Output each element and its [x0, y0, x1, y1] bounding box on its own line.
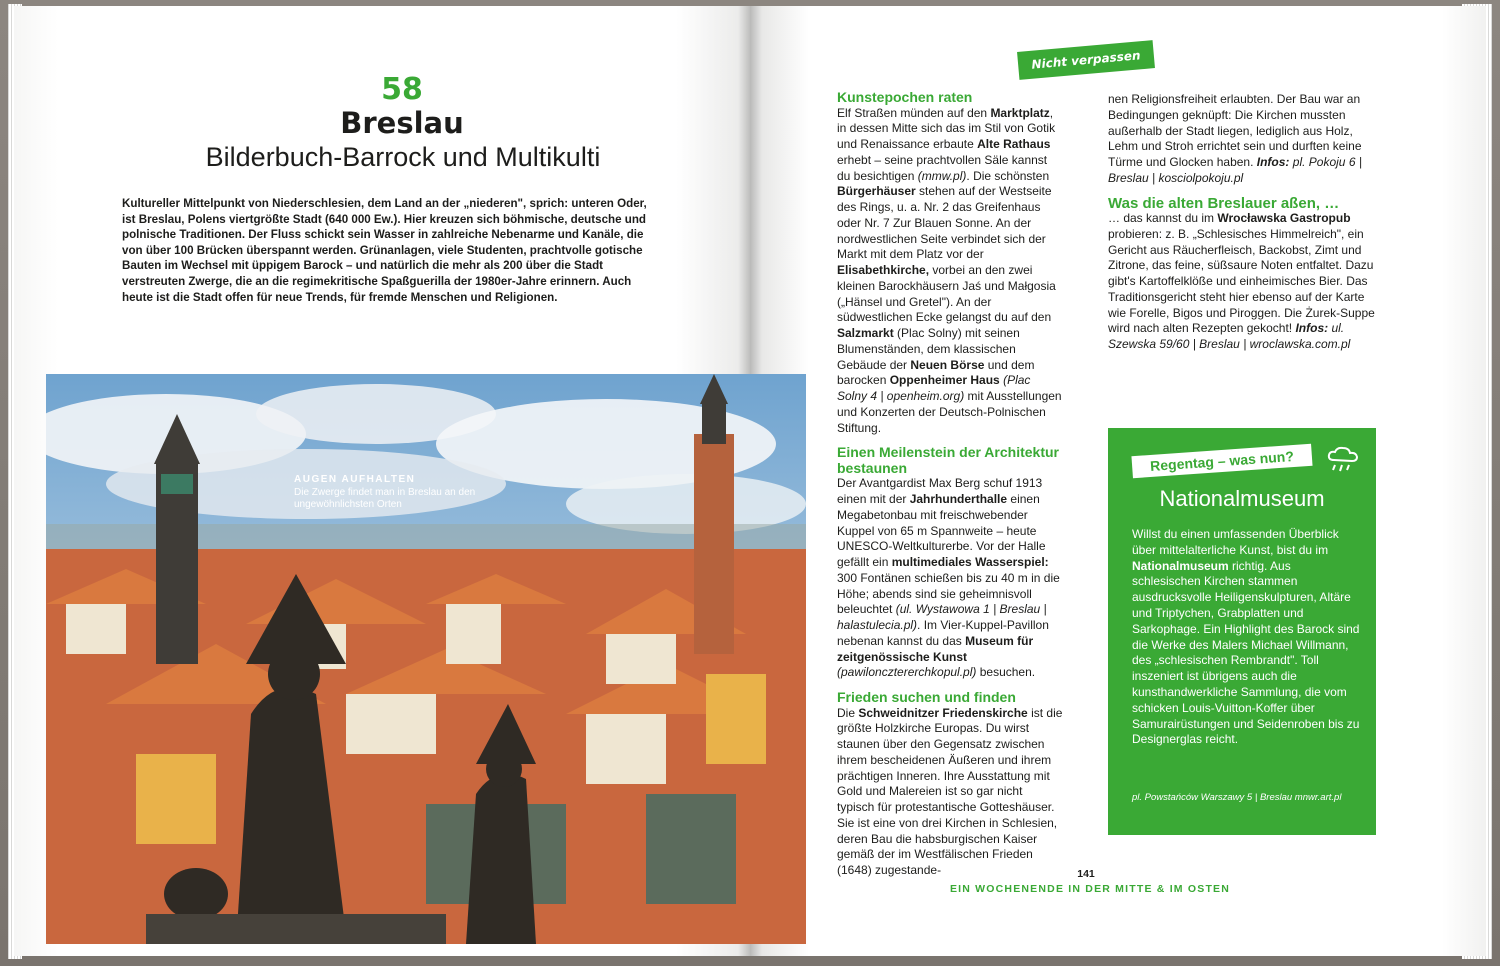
chapter-number: 58: [381, 72, 423, 107]
page-footer: EIN WOCHENENDE IN DER MITTE & IM OSTEN: [949, 883, 1231, 895]
intro-paragraph: Kultureller Mittelpunkt von Niederschlesien, dem Land an der „niederen", sprich: unteren Oder, ist Breslau, Polens viertgrößte Stadt (640 000 Ew.). Hier kreuzen sich böhmische, deutsche und polnische Traditionen. Der Fluss schickt sein Wasser in zahlreiche Nebenarme und Kanäle, die von über 100 Brücken überspannt werden. Grünanlagen, viele Studenten, prachtvolle gotische Bauten im Wechsel mit üppigem Barock – und natürlich die mehr als 200 über die Stadt verstreuten Zwerge, die an die regimekritische Spaßguerilla der 1980er-Jahre erinnern. Auch heute ist die Stadt offen für neue Trends, für fremde Menschen und Religionen.: [122, 197, 647, 304]
section-text-meilenstein: Der Avantgardist Max Berg schuf 1913 einen mit der Jahrhunderthalle einen Megabetonbau mit freischwebender Kuppel von 65 m Spannweite – heute UNESCO-Weltkulturerbe. Vor der Halle gefällt ein multimediales Wasserspiel: 300 Fontänen schießen bis zu 40 m in die Höhe; abends sind sie geheimnisvoll beleuchtet (ul. Wystawowa 1 | Breslau | halastulecia.pl). Im Vier-Kuppel-Pavillon nebenan kannst du das Museum für zeitgenössische Kunst (pawiloncztererchkopul.pl) besuchen.: [837, 476, 1060, 680]
city-photo: [46, 374, 806, 944]
section-heading-breslauer: Was die alten Breslauer aßen, …: [1108, 194, 1340, 212]
box-text: Willst du einen umfassenden Überblick über mittelalterliche Kunst, bist du im Nationalmuseum richtig. Aus schlesischen Kirchen stammen ausdrucksvolle Heiligenskulpturen, Altäre und Triptychen, Grabplatten und Sarkophage. Ein Highlight des Barock sind die Werke des Malers Michael Willmann, des „schlesischen Rembrandt". Toll inszeniert ist übrigens auch die kunsthandwerkliche Sammlung, die vom schicken Louis-Vuitton-Koffer über Samurairüstungen und Seidenroben bis zu Designerglas reicht.: [1132, 527, 1360, 747]
box-info: pl. Powstańców Warszawy 5 | Breslau mnwr.art.pl: [1132, 792, 1342, 803]
rain-cloud-icon: [1326, 446, 1360, 474]
section-text-breslauer: … das kannst du im Wrocławska Gastropub probieren: z. B. „Schlesisches Himmelreich", ein Gericht aus Räucherfleisch, Backobst, Zimt und Zitrone, das feine, süßsaure Noten entfaltet. Dazu gibt's Kartoffelklöße und einheimisches Bier. Das Traditionsgericht steht hier ebenso auf der Karte wie Forelle, Bigos und Piroggen. Die Żurek-Suppe wird nach alten Rezepten gekocht! Infos: ul. Szewska 59/60 | Breslau | wroclawska.com.pl: [1108, 211, 1375, 351]
section-text-frieden-cont: nen Religionsfreiheit erlaubten. Der Bau war an Bedingungen geknüpft: Die Kirchen mussten außerhalb der Stadt liegen, lediglich aus Holz, Lehm und Stroh errichtet sein und durften keine Türme und Glocken haben. Infos: pl. Pokoju 6 | Breslau | kosciolpokoju.pl: [1108, 92, 1362, 185]
section-heading-meilenstein: Einen Meilenstein der Architektur bestaunen: [837, 444, 1059, 476]
column-left: [837, 90, 1063, 888]
chapter-subtitle: Bilderbuch-Barrock und Multikulti: [205, 142, 601, 172]
box-title: Nationalmuseum: [1159, 486, 1325, 511]
photo-caption-title: AUGEN AUFHALTEN: [294, 474, 416, 485]
section-heading-frieden: Frieden suchen und finden: [837, 689, 1016, 705]
regentag-box: [1108, 428, 1376, 835]
chapter-title: Breslau: [340, 106, 464, 140]
photo-caption-text: Die Zwerge findet man in Breslau an den ungewöhnlichsten Orten: [294, 487, 476, 510]
section-heading-kunstepochen: Kunstepochen raten: [837, 89, 973, 105]
section-text-kunstepochen: Elf Straßen münden auf den Marktplatz, in dessen Mitte sich das im Stil von Gotik und Renaissance erbaute Alte Rathaus erhebt – seine prachtvollen Säle kannst du besichtigen (mmw.pl). Die schönsten Bürgerhäuser stehen auf der Westseite des Rings, u. a. Nr. 2 das Greifenhaus oder Nr. 7 Zur Blauen Sonne. An der nordwestlichen Seite verbindet sich der Markt mit dem Platz vor der Elisabethkirche, vorbei an den zwei kleinen Barockhäusern Jaś und Małgosia („Hänsel und Gretel"). An der südwestlichen Ecke gelangst du auf den Salzmarkt (Plac Solny) mit seinen Blumenständen, dem klassischen Gebäude der Neuen Börse und dem barocken Oppenheimer Haus (Plac Solny 4 | openheim.org) mit Ausstellungen und Konzerten der Deutsch-Polnischen Stiftung.: [837, 105, 1062, 435]
page-number: 141: [1077, 868, 1095, 880]
nicht-verpassen-tag: Nicht verpassen: [1017, 40, 1155, 80]
city-photo-illustration: [46, 374, 806, 944]
column-right: [1108, 92, 1376, 362]
section-text-frieden: Die Schweidnitzer Friedenskirche ist die größte Holzkirche Europas. Du wirst staunen über den Gegensatz zwischen ihrem bescheidenen Äußeren und ihrem prächtigen Inneren. Ihre Ausstattung mit Gold und Malereien ist so gar nicht typisch für protestantische Gotteshäuser. Sie ist eine von drei Kirchen in Schlesien, deren Bau die habsburgischen Kaiser gemäß der im Westfälischen Frieden (1648) zugestande-: [837, 705, 1063, 877]
regentag-tag: Regentag – was nun?: [1131, 444, 1312, 479]
